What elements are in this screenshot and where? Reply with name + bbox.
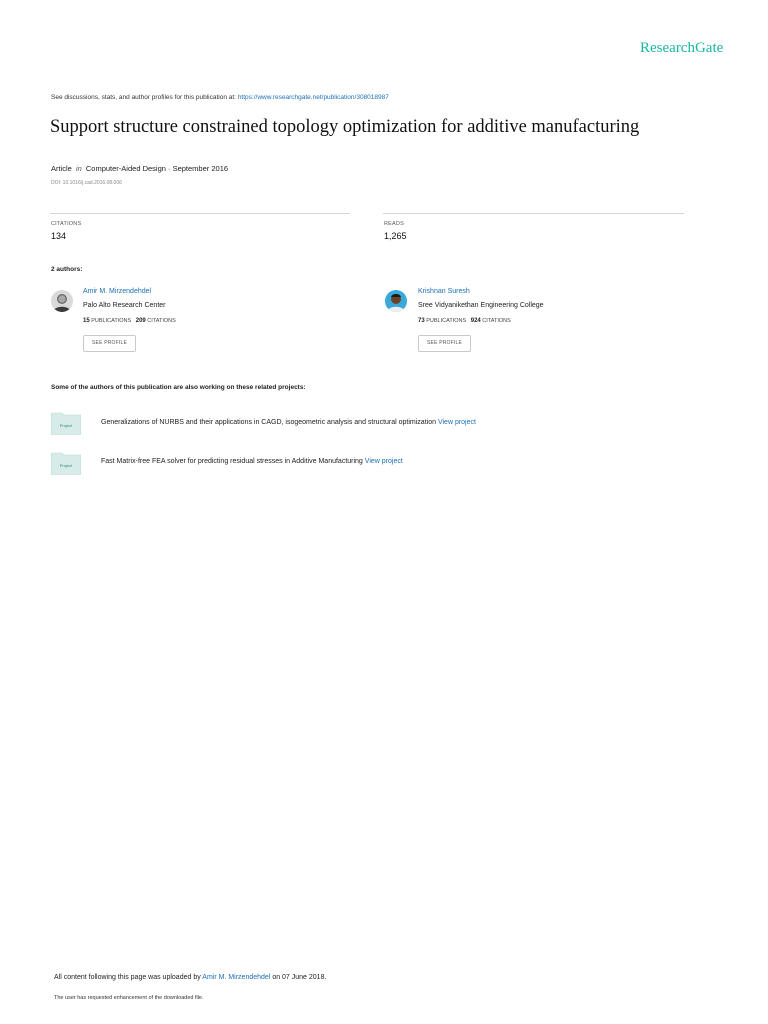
researchgate-logo[interactable]: ResearchGate bbox=[640, 40, 724, 56]
project-title: Generalizations of NURBS and their applications in CAGD, isogeometric analysis and structural optimization bbox=[101, 419, 436, 426]
footer-prefix: All content following this page was uploaded by bbox=[54, 974, 201, 981]
publications-count: 15 bbox=[83, 318, 90, 324]
article-type: Article bbox=[51, 164, 72, 173]
discussions-line bbox=[51, 94, 389, 101]
project-folder-icon[interactable] bbox=[51, 411, 81, 433]
folder-icon bbox=[51, 451, 81, 475]
author-stats bbox=[418, 318, 511, 324]
citations-count: 924 bbox=[470, 318, 481, 324]
see-profile-button[interactable]: SEE PROFILE bbox=[83, 335, 136, 352]
author-institution: Palo Alto Research Center bbox=[83, 302, 166, 309]
project-folder-icon[interactable] bbox=[51, 451, 81, 473]
author-name-link[interactable]: Amir M. Mirzendehdel bbox=[83, 288, 152, 295]
project-row bbox=[101, 458, 403, 465]
publications-label: PUBLICATIONS bbox=[426, 318, 467, 324]
publications-label: PUBLICATIONS bbox=[91, 318, 132, 324]
doi: DOI: 10.1016/j.cad.2016.08.006 bbox=[51, 180, 122, 186]
view-project-link[interactable]: View project bbox=[437, 419, 476, 426]
author-avatar-1[interactable] bbox=[51, 290, 73, 312]
author-institution: Sree Vidyanikethan Engineering College bbox=[418, 302, 544, 309]
project-icon-label: Project bbox=[59, 423, 73, 428]
project-row bbox=[101, 419, 476, 426]
uploader-link[interactable]: Amir M. Mirzendehdel bbox=[202, 974, 271, 981]
authors-heading: 2 authors: bbox=[51, 266, 83, 273]
upload-footer bbox=[54, 974, 326, 981]
project-title: Fast Matrix-free FEA solver for predicting residual stresses in Additive Manufacturing bbox=[101, 458, 363, 465]
project-icon-label: Project bbox=[59, 463, 73, 468]
citations-divider bbox=[50, 213, 350, 214]
discussions-text: See discussions, stats, and author profiles for this publication at: bbox=[51, 94, 236, 101]
author-name-link[interactable]: Krishnan Suresh bbox=[418, 288, 470, 295]
publications-count: 73 bbox=[418, 318, 425, 324]
paper-title: Support structure constrained topology optimization for additive manufacturing bbox=[50, 117, 640, 137]
enhancement-note: The user has requested enhancement of the downloaded file. bbox=[54, 995, 204, 1001]
related-projects-heading: Some of the authors of this publication are also working on these related projects: bbox=[51, 384, 306, 391]
avatar-photo-icon bbox=[385, 290, 407, 312]
author-avatar-2[interactable] bbox=[385, 290, 407, 312]
reads-value: 1,265 bbox=[384, 231, 407, 241]
reads-label: READS bbox=[384, 221, 404, 227]
citations-count-label: CITATIONS bbox=[147, 318, 176, 324]
see-profile-button[interactable]: SEE PROFILE bbox=[418, 335, 471, 352]
folder-icon bbox=[51, 411, 81, 435]
citations-count-label: CITATIONS bbox=[482, 318, 511, 324]
reads-divider bbox=[383, 213, 684, 214]
view-project-link[interactable]: View project bbox=[364, 458, 403, 465]
paper-meta bbox=[51, 164, 228, 173]
citations-label: CITATIONS bbox=[51, 221, 82, 227]
publication-url-link[interactable]: https://www.researchgate.net/publication/308018987 bbox=[237, 94, 389, 101]
footer-suffix: on 07 June 2018. bbox=[272, 974, 327, 981]
avatar-photo-icon bbox=[51, 290, 73, 312]
venue: Computer-Aided Design · September 2016 bbox=[85, 164, 229, 173]
citations-value: 134 bbox=[51, 231, 67, 241]
in-label: in bbox=[75, 164, 82, 173]
author-stats bbox=[83, 318, 176, 324]
citations-count: 209 bbox=[135, 318, 146, 324]
